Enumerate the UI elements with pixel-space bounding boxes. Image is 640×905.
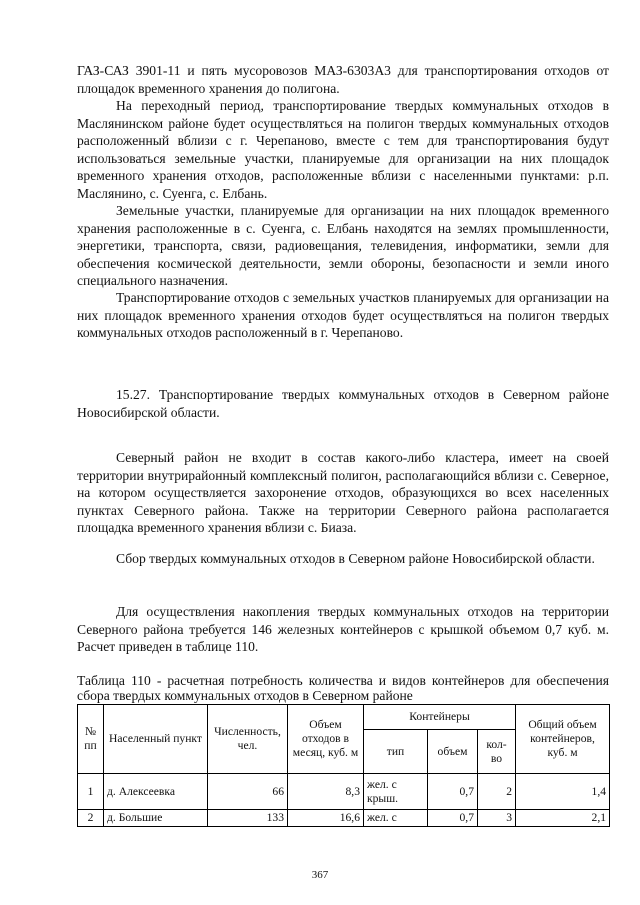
cell-volume: 8,3 <box>288 774 364 810</box>
cell-capacity: 0,7 <box>428 774 478 810</box>
header-num: № пп <box>78 705 104 774</box>
cell-count: 2 <box>478 774 516 810</box>
header-total: Общий объем контейнеров, куб. м <box>516 705 610 774</box>
paragraph-5: Северный район не входит в состав какого-либо кластера, имеет на своей территории внутрирайонный комплексный полигон, располагающийся вблизи с. Северное, на котором осуществляется захоронение отходов, образующихся во всех населенных пунктах Северного района. Также на территории Северного района располагается площадка временного хранения вблизи с. Биаза. <box>77 450 609 536</box>
cell-type: жел. с <box>364 810 428 827</box>
header-count: кол-во <box>478 730 516 774</box>
cell-total: 1,4 <box>516 774 610 810</box>
cell-volume: 16,6 <box>288 810 364 827</box>
table-row <box>78 774 610 810</box>
cell-num: 1 <box>78 774 104 810</box>
header-containers: Контейнеры <box>364 705 516 730</box>
paragraph-3: Земельные участки, планируемые для организации на них площадок временного хранения расположенные в с. Суенга, с. Елбань находятся на землях промышленности, энергетики, транспорта, связи, радиовещания, телевидения, информатики, земли для обеспечения космической деятельности, земли обороны, безопасности и земли иного специального назначения. <box>77 203 609 289</box>
page-number: 367 <box>311 869 329 881</box>
paragraph-2: На переходный период, транспортирование твердых коммунальных отходов в Маслянинском районе будет осуществляться на полигон твердых коммунальных отходов расположенный вблизи с г. Черепаново, вместе с тем для транспортирования будут использоваться земельные участки, планируемые для организации на них площадок временного хранения отходов, расположенные вблизи с населенными пунктами: р.п. Маслянино, с. Суенга, с. Елбань. <box>77 98 609 201</box>
cell-settlement: д. Алексеевка <box>104 774 208 810</box>
header-capacity: объем <box>428 730 478 774</box>
cell-population: 66 <box>208 774 288 810</box>
containers-table <box>77 704 610 827</box>
header-type: тип <box>364 730 428 774</box>
cell-num: 2 <box>78 810 104 827</box>
paragraph-4: Транспортирование отходов с земельных участков планируемых для организации на них площадок временного хранения отходов будет осуществляться на полигон твердых коммунальных отходов расположенный в г. Черепаново. <box>77 290 609 341</box>
table-caption: Таблица 110 - расчетная потребность количества и видов контейнеров для обеспечения сбора твердых коммунальных отходов в Северном районе <box>77 673 609 703</box>
cell-count: 3 <box>478 810 516 827</box>
header-volume: Объем отходов в месяц, куб. м <box>288 705 364 774</box>
cell-type: жел. с крыш. <box>364 774 428 810</box>
cell-total: 2,1 <box>516 810 610 827</box>
section-heading: 15.27. Транспортирование твердых коммунальных отходов в Северном районе Новосибирской области. <box>77 387 609 420</box>
paragraph-1: ГАЗ-САЗ 3901-11 и пять мусоровозов МАЗ-6303А3 для транспортирования отходов от площадок временного хранения до полигона. <box>77 63 609 96</box>
paragraph-7: Для осуществления накопления твердых коммунальных отходов на территории Северного района требуется 146 железных контейнеров с крышкой объемом 0,7 куб. м. Расчет приведен в таблице 110. <box>77 604 609 655</box>
table-row <box>78 810 610 827</box>
header-settlement: Населенный пункт <box>104 705 208 774</box>
paragraph-6: Сбор твердых коммунальных отходов в Северном районе Новосибирской области. <box>116 551 595 566</box>
cell-population: 133 <box>208 810 288 827</box>
header-population: Численность, чел. <box>208 705 288 774</box>
cell-settlement: д. Большие <box>104 810 208 827</box>
cell-capacity: 0,7 <box>428 810 478 827</box>
